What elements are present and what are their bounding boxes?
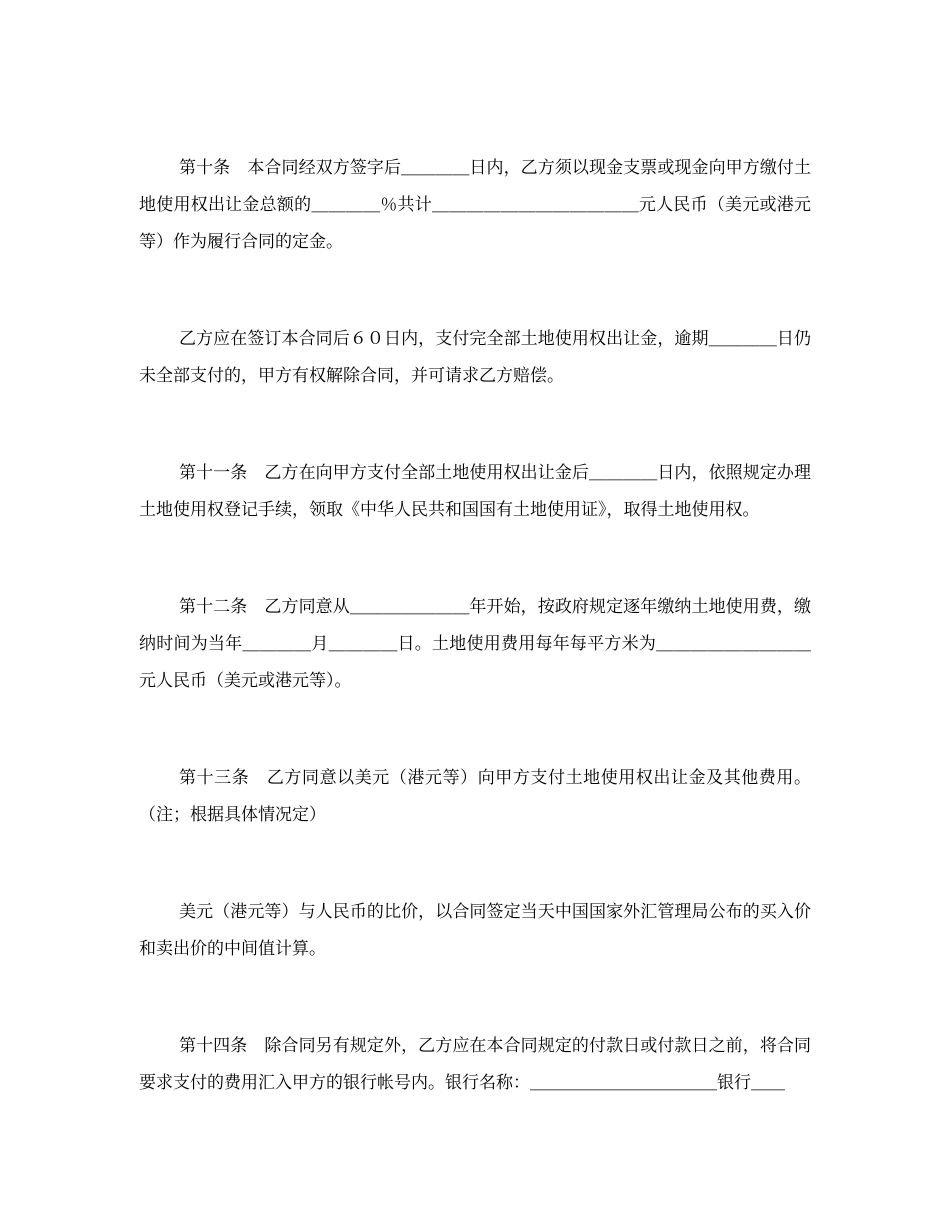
paragraph-exchange-rate: 美元（港元等）与人民币的比价，以合同签定当天中国国家外汇管理局公布的买入价和卖出价的中间值计算。 bbox=[139, 902, 811, 959]
paragraph-payment-deadline: 乙方应在签订本合同后６０日内，支付完全部土地使用权出让金，逾期＿＿＿＿日仍未全部支付的，甲方有权解除合同，并可请求乙方赔偿。 bbox=[139, 329, 811, 386]
paragraph-article-11: 第十一条 乙方在向甲方支付全部土地使用权出让金后＿＿＿＿日内，依照规定办理土地使用权登记手续，领取《中华人民共和国国有土地使用证》，取得土地使用权。 bbox=[139, 463, 811, 520]
paragraph-gap bbox=[139, 529, 811, 589]
paragraph-article-12: 第十二条 乙方同意从＿＿＿＿＿＿＿年开始，按政府规定逐年缴纳土地使用费，缴纳时间为当年＿＿＿＿月＿＿＿＿日。土地使用费用每年每平方米为＿＿＿＿＿＿＿＿＿元人民币（美元或港元等）。 bbox=[139, 597, 811, 691]
document-page bbox=[139, 150, 811, 1102]
paragraph-gap bbox=[139, 395, 811, 455]
paragraph-article-13: 第十三条 乙方同意以美元（港元等）向甲方支付土地使用权出让金及其他费用。（注；根据具体情况定） bbox=[139, 768, 811, 825]
paragraph-gap bbox=[139, 700, 811, 760]
paragraph-gap bbox=[139, 261, 811, 321]
paragraph-gap bbox=[139, 834, 811, 894]
paragraph-gap bbox=[139, 968, 811, 1028]
paragraph-article-14: 第十四条 除合同另有规定外，乙方应在本合同规定的付款日或付款日之前，将合同要求支付的费用汇入甲方的银行帐号内。银行名称：＿＿＿＿＿＿＿＿＿＿＿银行＿＿ bbox=[139, 1036, 811, 1093]
paragraph-article-10: 第十条 本合同经双方签字后＿＿＿＿日内，乙方须以现金支票或现金向甲方缴付土地使用权出让金总额的＿＿＿＿％共计＿＿＿＿＿＿＿＿＿＿＿＿元人民币（美元或港元等）作为履行合同的定金。 bbox=[139, 158, 811, 252]
